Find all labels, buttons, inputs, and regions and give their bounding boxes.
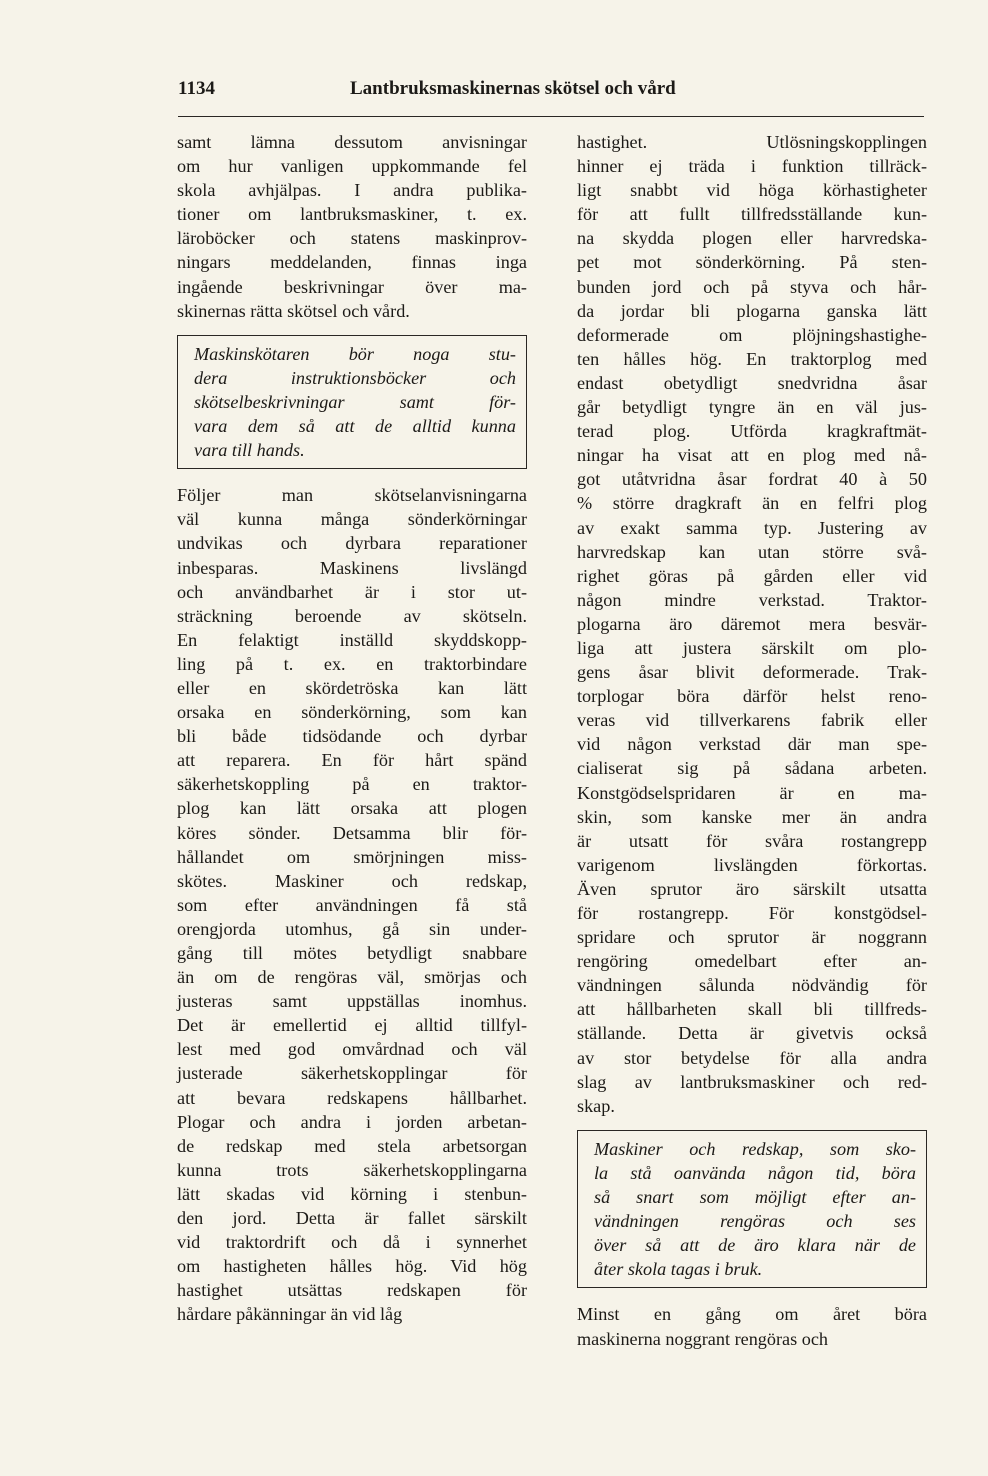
- text-line: skötselbeskrivningar samt för-: [194, 391, 516, 412]
- text-line: ten hålles hög. En traktorplog med: [577, 348, 927, 369]
- text-line: över så att de äro klara när de: [594, 1235, 916, 1256]
- text-line: veras vid tillverkarens fabrik eller: [577, 710, 927, 731]
- text-line: Maskinskötaren bör noga stu-: [194, 343, 516, 364]
- text-line: inbesparas. Maskinens livslängd: [177, 557, 527, 578]
- text-line: varigenom livslängden förkortas.: [577, 854, 927, 875]
- text-line: gens åsar blivit deformerade. Trak-: [577, 662, 927, 683]
- text-line: cialiserat sig på sådana arbeten.: [577, 758, 927, 779]
- text-line: vändningen sålunda nödvändig för: [577, 975, 927, 996]
- text-line: bli både tidsödande och dyrbar: [177, 726, 527, 747]
- text-line: slag av lantbruksmaskiner och red-: [577, 1071, 927, 1092]
- text-line: och användbarhet är i stor ut-: [177, 581, 527, 602]
- text-line: liga att justera särskilt om plo-: [577, 637, 927, 658]
- text-line: undvikas och dyrbara reparationer: [177, 533, 527, 554]
- text-line: terad plog. Utförda kragkraftmät-: [577, 421, 927, 442]
- right-column: [577, 130, 927, 1351]
- text-line: om hur vanligen uppkommande fel: [177, 156, 527, 177]
- left-column: [177, 130, 527, 1327]
- text-line: Minst en gång om året böra: [577, 1304, 927, 1325]
- text-line: Följer man skötselanvisningarna: [177, 485, 527, 506]
- text-line: skola avhjälpas. I andra publika-: [177, 180, 527, 201]
- text-line: åter skola tagas i bruk.: [594, 1259, 763, 1280]
- text-line: av exakt samma typ. Justering av: [577, 517, 927, 538]
- text-line: skötes. Maskiner och redskap,: [177, 870, 527, 891]
- text-line: torplogar böra därför helst reno-: [577, 686, 927, 707]
- text-line: righet göras på gården eller vid: [577, 565, 927, 586]
- text-line: lätt skadas vid körning i stenbun-: [177, 1183, 527, 1204]
- text-line: justeras samt uppställas inomhus.: [177, 991, 527, 1012]
- text-line: att hållbarheten skall bli tillfreds-: [577, 999, 927, 1020]
- text-line: av stor betydelse för alla andra: [577, 1047, 927, 1068]
- text-line: plog kan lätt orsaka att plogen: [177, 798, 527, 819]
- text-line: än om de rengöras väl, smörjas och: [177, 967, 527, 988]
- right-paragraph-1: [577, 130, 927, 1118]
- text-line: säkerhetskoppling på en traktor-: [177, 774, 527, 795]
- text-line: för rostangrepp. För konstgödsel-: [577, 903, 927, 923]
- text-line: lest med god omvårdnad och väl: [177, 1039, 527, 1060]
- page-number: 1134: [178, 78, 215, 99]
- text-line: så snart som möjligt efter an-: [594, 1187, 916, 1208]
- text-line: da jordar bli plogarna ganska lätt: [577, 300, 927, 321]
- text-line: Konstgödselspridaren är en ma-: [577, 782, 927, 803]
- text-line: dera instruktionsböcker och: [194, 367, 516, 388]
- text-line: maskinerna noggrant rengöras och: [577, 1328, 829, 1349]
- right-paragraph-2: [577, 1302, 927, 1350]
- text-line: la stå oanvända någon tid, böra: [594, 1162, 916, 1183]
- text-line: vändningen rengöras och ses: [594, 1211, 916, 1232]
- text-line: hastighet utsättas redskapen för: [177, 1280, 527, 1301]
- text-line: ställande. Detta är givetvis också: [577, 1023, 927, 1044]
- text-line: vid traktordrift och då i synnerhet: [177, 1232, 527, 1253]
- text-line: skap.: [577, 1095, 615, 1116]
- text-line: vid någon verkstad där man spe-: [577, 734, 927, 755]
- right-callout-box: [577, 1130, 927, 1289]
- text-line: ling på t. ex. en traktorbindare: [177, 653, 527, 674]
- text-line: Plogar och andra i jorden arbetan-: [177, 1111, 527, 1132]
- text-line: kunna trots säkerhetskopplingarna: [177, 1159, 527, 1180]
- text-line: plogarna äro däremot mera besvär-: [577, 613, 927, 634]
- text-line: rengöring omedelbart efter an-: [577, 951, 927, 972]
- page-header: [178, 78, 924, 108]
- text-line: går betydligt tyngre än en väl jus-: [577, 397, 927, 418]
- text-line: att reparera. En för hårt spänd: [177, 750, 527, 771]
- text-line: för att fullt tillfredsställande kun-: [577, 204, 927, 225]
- left-paragraph-2: [177, 483, 527, 1326]
- text-line: läroböcker och statens maskinprov-: [177, 228, 527, 249]
- text-line: harvredskap kan utan större svå-: [577, 541, 927, 562]
- text-line: ningar ha visat att en plog med nå-: [577, 445, 927, 466]
- text-line: justerade säkerhetskopplingar för: [177, 1063, 527, 1084]
- running-title: Lantbruksmaskinernas skötsel och vård: [350, 78, 676, 99]
- text-line: orsaka en sönderkörning, som kan: [177, 702, 527, 723]
- text-line: sträckning beroende av skötseln.: [177, 605, 527, 626]
- header-rule: [178, 116, 924, 117]
- text-line: ingående beskrivningar över ma-: [177, 276, 527, 297]
- text-line: hårdare påkänningar än vid låg: [177, 1304, 403, 1325]
- text-line: som efter användningen få stå: [177, 894, 527, 915]
- text-line: samt lämna dessutom anvisningar: [177, 132, 527, 152]
- text-line: % större dragkraft än en felfri plog: [577, 493, 927, 514]
- text-line: hållandet om smörjningen miss-: [177, 846, 527, 867]
- text-line: bunden jord och på styva och hår-: [577, 276, 927, 297]
- text-line: ligt snabbt vid höga körhastigheter: [577, 180, 927, 201]
- text-line: den jord. Detta är fallet särskilt: [177, 1208, 527, 1229]
- text-line: pet mot sönderkörning. På sten-: [577, 252, 927, 273]
- text-line: got utåtvridna åsar fordrat 40 à 50: [577, 469, 927, 490]
- text-line: Det är emellertid ej alltid tillfyl-: [177, 1015, 527, 1036]
- text-line: Maskiner och redskap, som sko-: [594, 1138, 916, 1159]
- left-callout-box: [177, 335, 527, 469]
- text-line: att bevara redskapens hållbarhet.: [177, 1087, 527, 1108]
- text-line: na skydda plogen eller harvredska-: [577, 228, 927, 249]
- text-line: spridare och sprutor är noggrann: [577, 927, 927, 948]
- text-line: gång till mötes betydligt snabbare: [177, 943, 527, 963]
- text-line: väl kunna många sönderkörningar: [177, 509, 527, 530]
- text-line: eller en skördetröska kan lätt: [177, 677, 527, 698]
- text-line: En felaktigt inställd skyddskopp-: [177, 629, 527, 650]
- text-line: deformerade om plöjningshastighe-: [577, 324, 927, 345]
- text-line: endast obetydligt snedvridna åsar: [577, 372, 927, 393]
- text-line: tioner om lantbruksmaskiner, t. ex.: [177, 204, 527, 225]
- text-line: vara dem så att de alltid kunna: [194, 416, 516, 437]
- text-line: är utsatt för svåra rostangrepp: [577, 830, 927, 851]
- text-line: hastighet. Utlösningskopplingen: [577, 132, 927, 152]
- text-line: någon mindre verkstad. Traktor-: [577, 589, 927, 610]
- text-line: om hastigheten hålles hög. Vid hög: [177, 1256, 527, 1277]
- text-line: ningars meddelanden, finnas inga: [177, 252, 527, 273]
- text-line: skin, som kanske mer än andra: [577, 806, 927, 827]
- text-line: skinernas rätta skötsel och vård.: [177, 300, 410, 321]
- text-line: Även sprutor äro särskilt utsatta: [577, 878, 927, 899]
- text-line: orengjorda utomhus, gå sin under-: [177, 918, 527, 939]
- text-line: de redskap med stela arbetsorgan: [177, 1135, 527, 1156]
- left-paragraph-1: [177, 130, 527, 323]
- text-line: köres sönder. Detsamma blir för-: [177, 822, 527, 843]
- text-line: hinner ej träda i funktion tillräck-: [577, 156, 927, 177]
- text-line: vara till hands.: [194, 440, 305, 461]
